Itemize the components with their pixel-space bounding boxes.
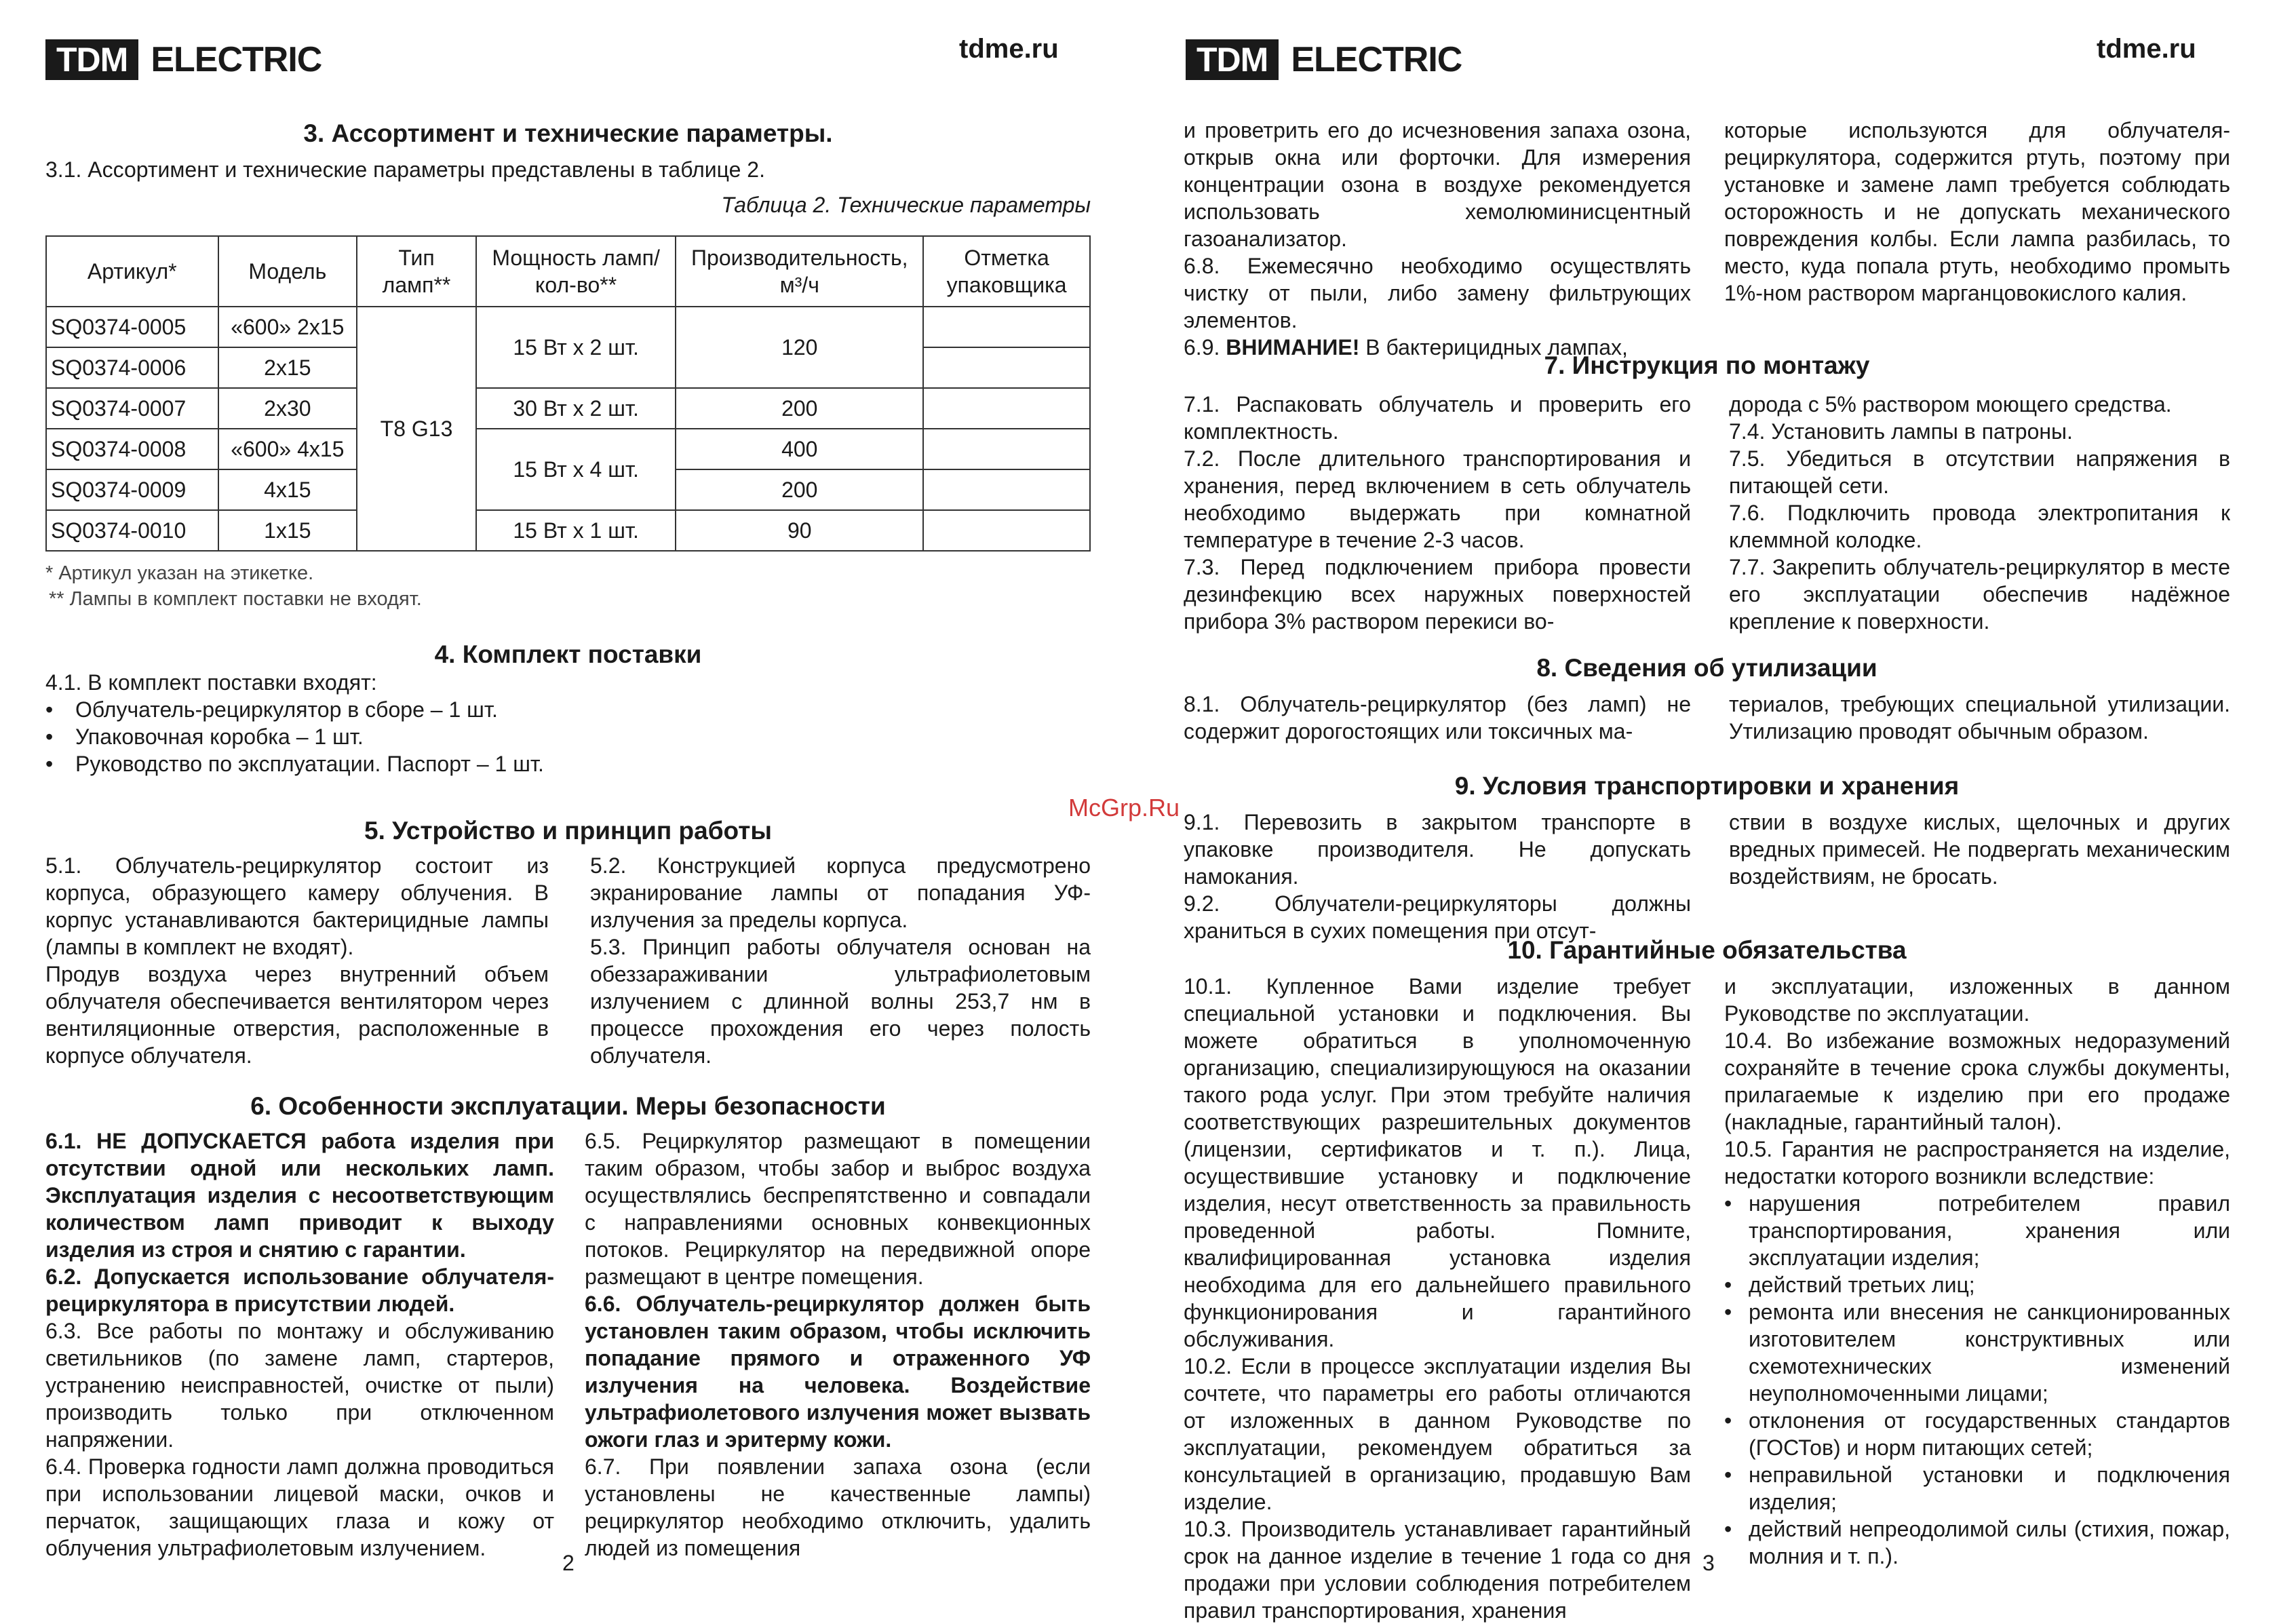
packer-mark-cell: [923, 307, 1090, 347]
table-row: [46, 510, 1090, 551]
list-item: • Руководство по эксплуатации. Паспорт – 1 шт.: [45, 750, 1091, 777]
paragraph: 6.6. Облучатель-рециркулятор должен быть установлен таким образом, чтобы исключить попадание прямого и отраженного УФ излучения на человека. Воздействие ультрафиолетового излучения может вызвать ожоги глаз и эритерму кожи.: [585, 1292, 1091, 1452]
capacity-cell: 90: [676, 510, 923, 551]
section-7-col2: [1729, 391, 2230, 635]
paragraph: 9.2. Облучатели-рециркуляторы должны храниться в сухих помещения при отсут-: [1184, 891, 1691, 943]
tech-params-table: [45, 235, 1091, 552]
article-cell: SQ0374-0009: [46, 469, 218, 510]
list-item: • действий третьих лиц;: [1724, 1271, 2230, 1298]
footnote-article: * Артикул указан на этикетке.: [45, 562, 314, 584]
paragraph: 6.8. Ежемесячно необходимо осуществлять чистку от пыли, либо замену фильтрующих элементов.: [1184, 254, 1691, 332]
model-cell: 2x15: [218, 347, 357, 388]
paragraph: 6.2. Допускается использование облучателя-рециркулятора в присутствии людей.: [45, 1264, 554, 1316]
paragraph: 5.3. Принцип работы облучателя основан на обеззараживании ультрафиолетовым излучением с длинной волны 253,7 нм в процессе прохождения его через полость облучателя.: [590, 935, 1091, 1068]
paragraph: 9.1. Перевозить в закрытом транспорте в упаковке производителя. Не допускать намокания.: [1184, 810, 1691, 889]
paragraph: 5.1. Облучатель-рециркулятор состоит из корпуса, образующего камеру облучения. В корпус устанавливаются бактерицидные лампы (лампы в комплект не входят).: [45, 853, 549, 959]
model-cell: 2x30: [218, 388, 357, 429]
logo-text: ELECTRIC: [151, 40, 322, 79]
paragraph: 7.2. После длительного транспортирования и хранения, перед включением в сеть облучатель необходимо выдержать при комнатной температуре в течение 2-3 часов.: [1184, 446, 1691, 552]
paragraph: 7.7. Закрепить облучатель-рециркулятор в месте его эксплуатации обеспечив надёжное крепление к поверхности.: [1729, 555, 2230, 634]
list-item: • отклонения от государственных стандартов (ГОСТов) и норм питающих сетей;: [1724, 1407, 2230, 1461]
paragraph: 10.2. Если в процессе эксплуатации изделия Вы сочтете, что параметры его работы отличаются от изложенных в данном Руководстве по эксплуатации, рекомендуем обратиться за консультацией в организацию, продавшую Вам изделие.: [1184, 1354, 1691, 1514]
section-4-body: [45, 669, 1091, 777]
list-item: • Упаковочная коробка – 1 шт.: [45, 723, 1091, 750]
list-item: • неправильной установки и подключения изделия;: [1724, 1461, 2230, 1515]
section-9-col2: ствии в воздухе кислых, щелочных и других вредных примесей. Не подвергать механическим воздействиям, не бросать.: [1729, 810, 2230, 889]
paragraph: 7.6. Подключить провода электропитания к клеммной колодке.: [1729, 501, 2230, 552]
article-cell: SQ0374-0010: [46, 510, 218, 551]
col-header: Артикул*: [46, 236, 218, 307]
section-6-title: 6. Особенности эксплуатации. Меры безопасности: [250, 1092, 886, 1120]
model-cell: 1x15: [218, 510, 357, 551]
section-5-col1: [45, 852, 549, 1069]
continuation-col2: которые используются для облучателя-рециркулятора, содержится ртуть, поэтому при установке и замене ламп требуется соблюдать осторожность и не допускать механического повреждения колбы. Если лампа разбилась, то место, куда попала ртуть, необходимо промыть 1%-ном раствором марганцовокислого калия.: [1724, 118, 2230, 305]
section-10-title: 10. Гарантийные обязательства: [1507, 936, 1907, 964]
article-cell: SQ0374-0005: [46, 307, 218, 347]
paragraph: 7.5. Убедиться в отсутствии напряжения в питающей сети.: [1729, 446, 2230, 498]
brand-logo: [45, 39, 322, 80]
section-6-col2: [585, 1127, 1091, 1562]
delivery-list: [45, 696, 1091, 777]
article-cell: SQ0374-0006: [46, 347, 218, 388]
col-header: Модель: [218, 236, 357, 307]
capacity-cell: 120: [676, 307, 923, 388]
article-cell: SQ0374-0008: [46, 429, 218, 469]
section-9-title: 9. Условия транспортировки и хранения: [1454, 772, 1960, 800]
section-8-col1: 8.1. Облучатель-рециркулятор (без ламп) не содержит дорогостоящих или токсичных ма-: [1184, 692, 1691, 743]
list-item: • нарушения потребителем правил транспортирования, хранения или эксплуатации изделия;: [1724, 1190, 2230, 1271]
item-number: 6.9.: [1184, 335, 1220, 360]
paragraph: дорода с 5% раствором моющего средства.: [1729, 392, 2172, 417]
section-9-col1: [1184, 809, 1691, 944]
model-cell: «600» 2x15: [218, 307, 357, 347]
table-caption: Таблица 2. Технические параметры: [721, 193, 1091, 217]
section-10-col1: [1184, 973, 1691, 1624]
power-cell: 15 Вт х 2 шт.: [476, 307, 676, 388]
capacity-cell: 200: [676, 388, 923, 429]
paragraph: 6.5. Рециркулятор размещают в помещении таким образом, чтобы забор и выброс воздуха осуществлялись беспрепятственно и совпадали с направлениями основных конвекционных потоков. Рециркулятор на передвижной опоре размещают в центре помещения.: [585, 1129, 1091, 1289]
table-row: [46, 429, 1090, 469]
section-4-intro: 4.1. В комплект поставки входят:: [45, 670, 377, 695]
list-item: • ремонта или внесения не санкционированных изготовителем конструктивных или схемотехнических изменений неуполномоченными лицами;: [1724, 1298, 2230, 1407]
paragraph: и эксплуатации, изложенных в данном Руководстве по эксплуатации.: [1724, 974, 2230, 1026]
paragraph: 10.4. Во избежание возможных недоразумений сохраняйте в течение срока службы документы, прилагаемые к изделию при его продаже (накладные, гарантийный талон).: [1724, 1028, 2230, 1134]
section-3-title: 3. Ассортимент и технические параметры.: [303, 119, 833, 147]
paragraph: 6.1. НЕ ДОПУСКАЕТСЯ работа изделия при отсутствии одной или нескольких ламп. Эксплуатация изделия с несоответствующим количеством ламп приводит к выходу изделия из строя и снятию с гарантии.: [45, 1129, 554, 1262]
lamp-type-cell: T8 G13: [357, 307, 476, 551]
logo-mark: TDM: [1186, 39, 1279, 80]
paragraph: 5.2. Конструкцией корпуса предусмотрено экранирование лампы от попадания УФ-излучения за пределы корпуса.: [590, 853, 1091, 932]
paragraph: 7.4. Установить лампы в патроны.: [1729, 419, 2073, 444]
table-row: [46, 307, 1090, 347]
paragraph: Продув воздуха через внутренний объем облучателя обеспечивается вентилятором через вентиляционные отверстия, расположенные в корпусе облучателя.: [45, 962, 549, 1068]
article-cell: SQ0374-0007: [46, 388, 218, 429]
paragraph: 7.3. Перед подключением прибора провести дезинфекцию всех наружных поверхностей прибора 3% раствором перекиси во-: [1184, 555, 1691, 634]
watermark: McGrp.Ru: [1068, 794, 1180, 821]
col-header: Тип ламп**: [357, 236, 476, 307]
brand-logo: [1186, 39, 1462, 80]
logo-mark: TDM: [45, 39, 138, 80]
continuation-col1: [1184, 117, 1691, 361]
table-row: [46, 388, 1090, 429]
section-5-col2: [590, 852, 1091, 1069]
packer-mark-cell: [923, 429, 1090, 469]
col-header: Отметка упаковщика: [923, 236, 1090, 307]
capacity-cell: 200: [676, 469, 923, 510]
paragraph-text: В бактерицидных лампах,: [1365, 335, 1628, 360]
footnote-lamps: ** Лампы в комплект поставки не входят.: [49, 588, 422, 610]
packer-mark-cell: [923, 469, 1090, 510]
paragraph: 10.3. Производитель устанавливает гарантийный срок на данное изделие в течение 1 года со дня продажи при условии соблюдения потребителем правил транспортирования, хранения: [1184, 1517, 1691, 1623]
col-header: Мощность ламп/ кол-во**: [476, 236, 676, 307]
list-item: • Облучатель-рециркулятор в сборе – 1 шт.: [45, 696, 1091, 723]
page-right: [1138, 0, 2277, 1623]
section-4-title: 4. Комплект поставки: [434, 640, 702, 668]
site-url[interactable]: tdme.ru: [2097, 34, 2196, 64]
capacity-cell: 400: [676, 429, 923, 469]
col-header: Производительность, м³/ч: [676, 236, 923, 307]
section-8-col2: териалов, требующих специальной утилизации. Утилизацию проводят обычным образом.: [1729, 692, 2230, 743]
section-3-intro: 3.1. Ассортимент и технические параметры представлены в таблице 2.: [45, 157, 765, 182]
section-5-title: 5. Устройство и принцип работы: [364, 817, 772, 845]
power-cell: 15 Вт х 1 шт.: [476, 510, 676, 551]
model-cell: 4x15: [218, 469, 357, 510]
paragraph: 6.3. Все работы по монтажу и обслуживанию светильников (по замене ламп, стартеров, устранению неисправностей, очистке от пыли) производить только при отключенном напряжении.: [45, 1319, 554, 1452]
paragraph: 6.4. Проверка годности ламп должна проводиться при использовании лицевой маски, очков и перчаток, защищающих глаза и кожу от облучения ультрафиолетовым излучением.: [45, 1454, 554, 1560]
section-7-title: 7. Инструкция по монтажу: [1544, 351, 1870, 379]
power-cell: 30 Вт х 2 шт.: [476, 388, 676, 429]
page-number: 2: [562, 1551, 575, 1575]
section-6-col1: [45, 1127, 554, 1562]
logo-text: ELECTRIC: [1291, 40, 1462, 79]
packer-mark-cell: [923, 510, 1090, 551]
section-8-title: 8. Сведения об утилизации: [1536, 654, 1877, 682]
page-number: 3: [1702, 1551, 1715, 1575]
model-cell: «600» 4x15: [218, 429, 357, 469]
warning-label: ВНИМАНИЕ!: [1226, 335, 1360, 360]
page-left: [0, 0, 1138, 1616]
list-item: • действий непреодолимой силы (стихия, пожар, молния и т. п.).: [1724, 1515, 2230, 1570]
paragraph: и проветрить его до исчезновения запаха озона, открыв окна или форточки. Для измерения концентрации озона в воздухе рекомендуется использовать хемолюминисцентный газоанализатор.: [1184, 118, 1691, 251]
section-10-col2: [1724, 973, 2230, 1570]
packer-mark-cell: [923, 347, 1090, 388]
power-cell: 15 Вт х 4 шт.: [476, 429, 676, 510]
paragraph: 6.7. При появлении запаха озона (если установлены не качественные лампы) рециркулятор необходимо отключить, удалить людей из помещения: [585, 1454, 1091, 1560]
packer-mark-cell: [923, 388, 1090, 429]
paragraph: 10.1. Купленное Вами изделие требует специальной установки и подключения. Вы можете обратиться в уполномоченную организацию, специализирующуюся на оказании такого рода услуг. При этом требуйте наличия соответствующих разрешительных документов (лицензии, сертификатов и т. п.). Лица, осуществившие установку и подключение изделия, несут ответственность за правильность проведенной работы. Помните, квалифицированная установка изделия необходима для его дальнейшего правильного функционирования и гарантийного обслуживания.: [1184, 974, 1691, 1351]
section-7-col1: [1184, 391, 1691, 635]
site-url[interactable]: tdme.ru: [959, 34, 1059, 64]
paragraph: 10.5. Гарантия не распространяется на изделие, недостатки которого возникли вследствие:: [1724, 1137, 2230, 1188]
warranty-exclusions-list: [1724, 1190, 2230, 1570]
paragraph: 7.1. Распаковать облучатель и проверить его комплектность.: [1184, 392, 1691, 444]
